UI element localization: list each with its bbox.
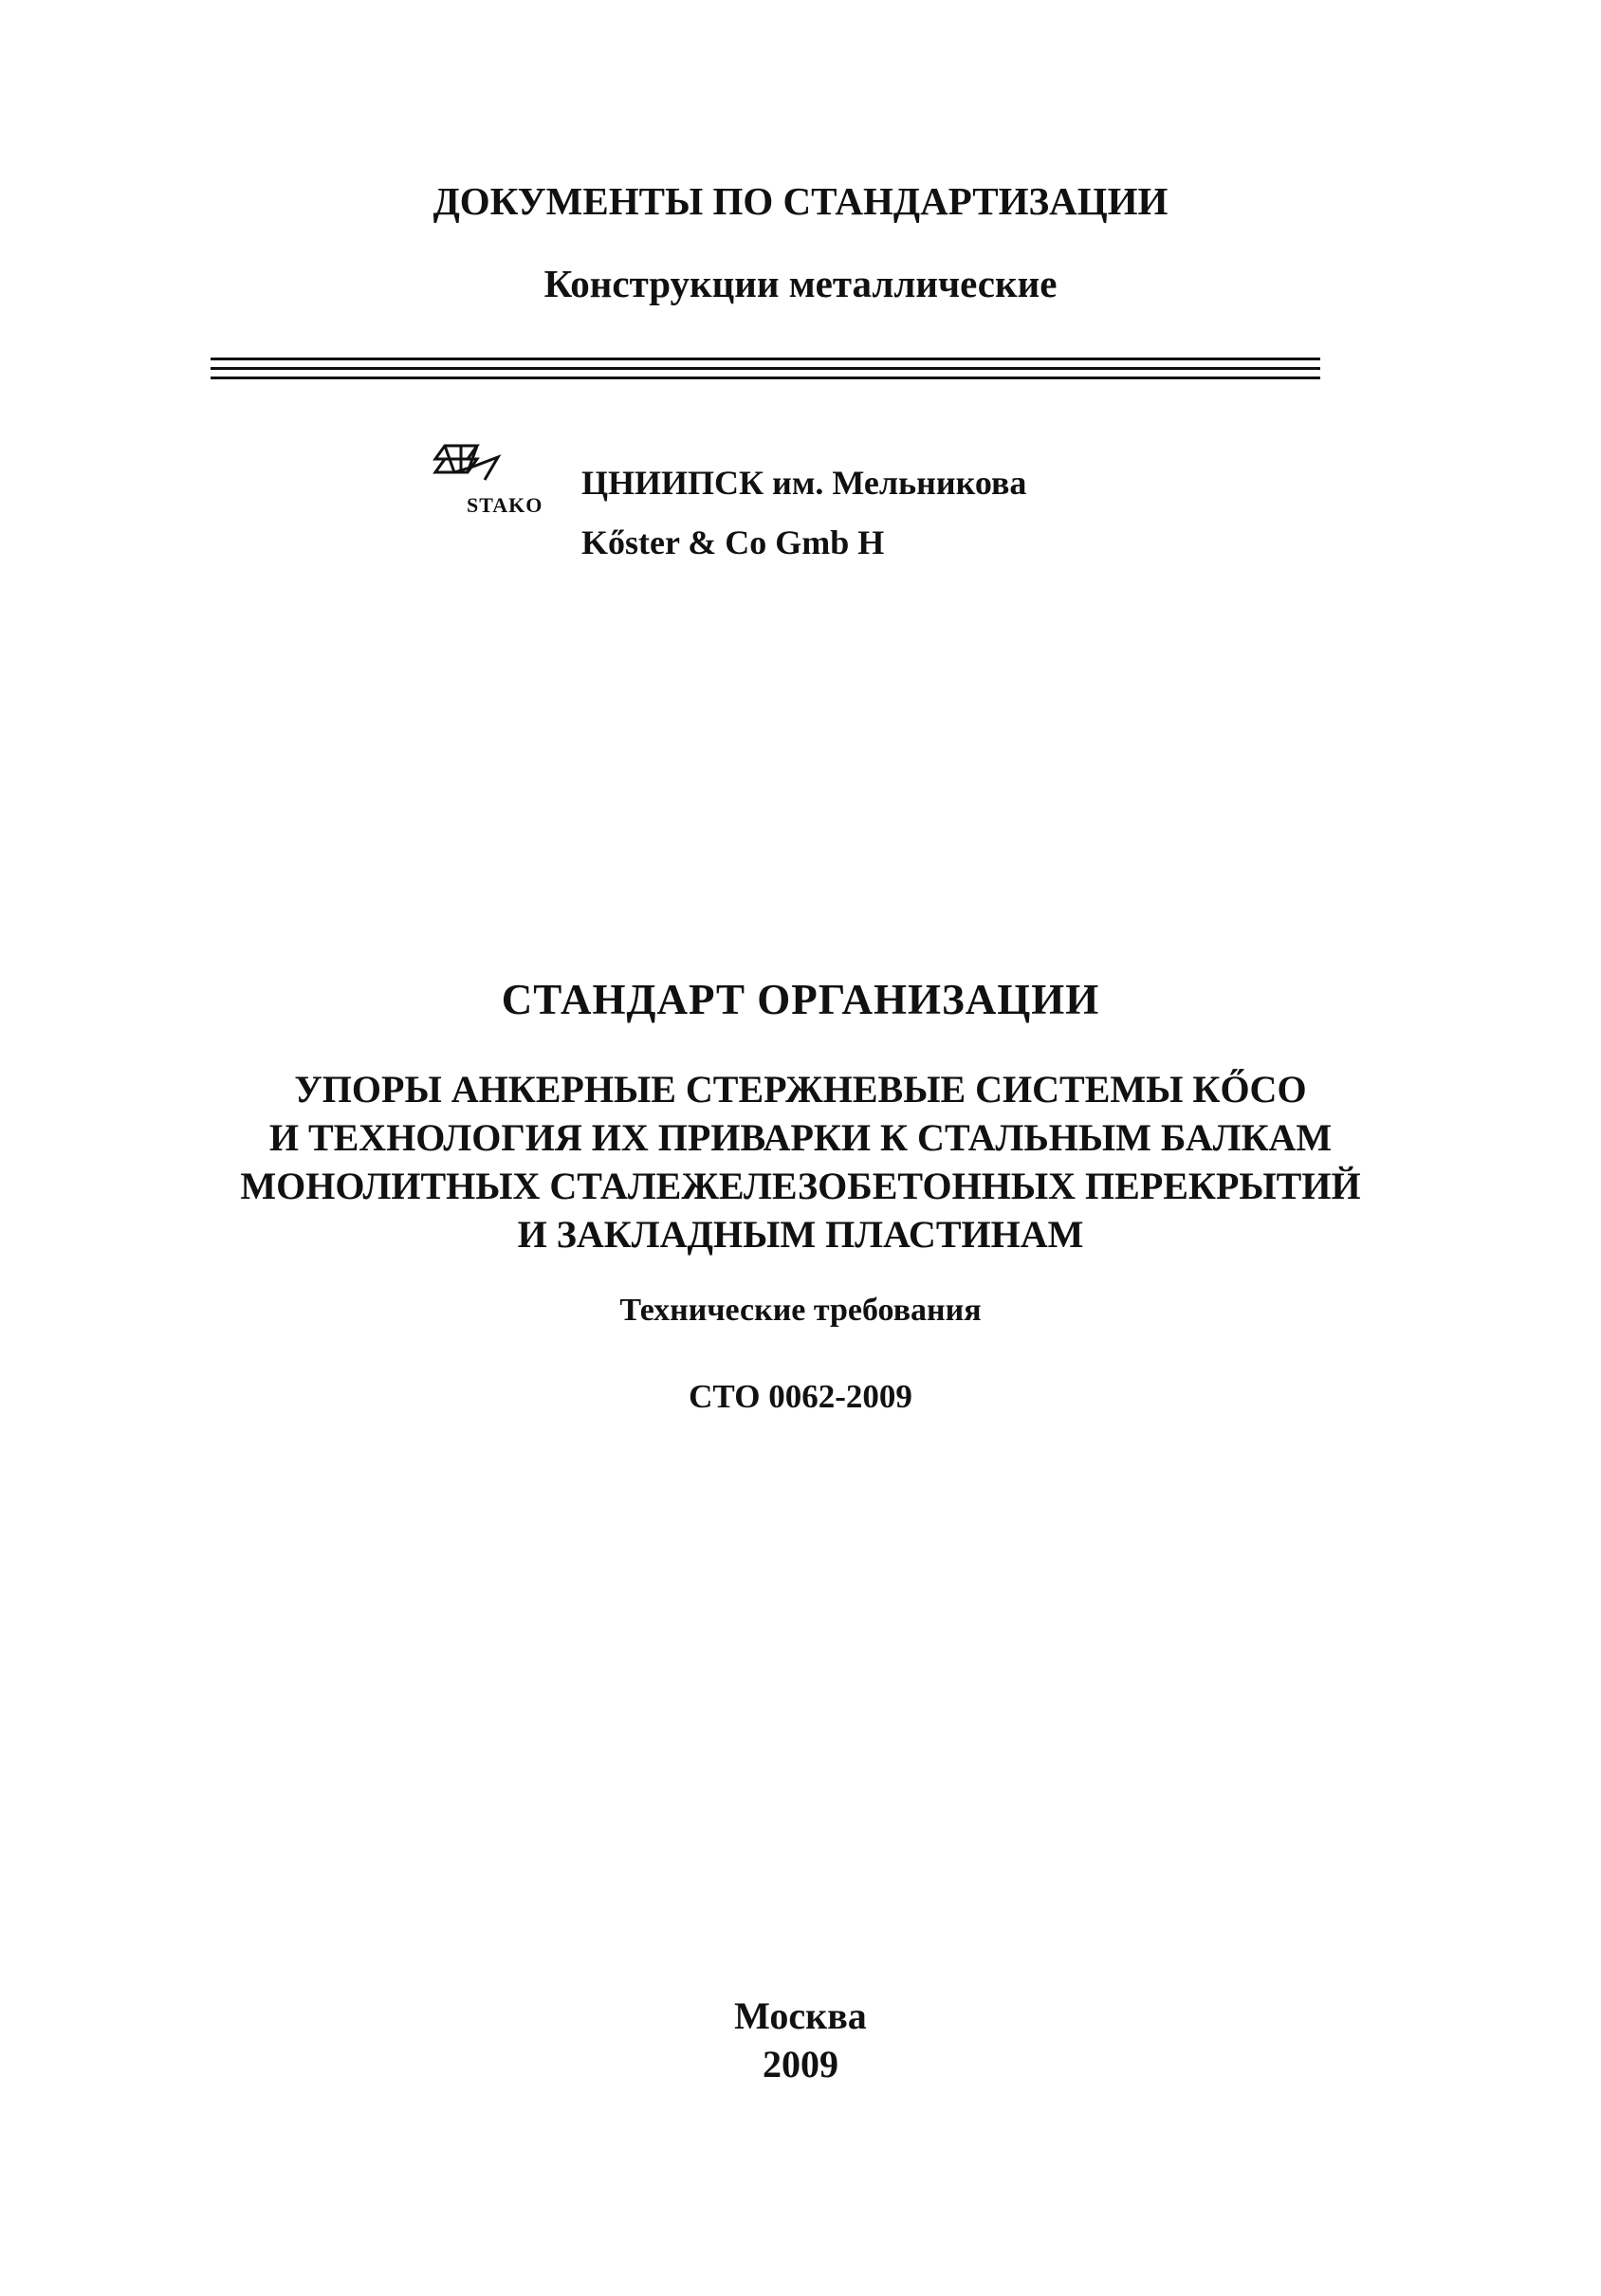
divider-line	[211, 377, 1320, 379]
organization-name: ЦНИИПСК им. Мельникова	[581, 464, 1027, 502]
document-code: СТО 0062-2009	[689, 1378, 912, 1415]
title-line: И ТЕХНОЛОГИЯ ИХ ПРИВАРКИ К СТАЛЬНЫМ БАЛКАМ	[268, 1116, 1333, 1159]
logo-label: STAKO	[467, 493, 543, 517]
divider-line	[211, 367, 1320, 370]
publication-year: 2009	[763, 2043, 838, 2085]
divider-line	[211, 358, 1320, 360]
organization-name-partner: Kőster & Co Gmb H	[581, 523, 885, 561]
subtitle: Технические требования	[619, 1293, 982, 1328]
title-line: МОНОЛИТНЫХ СТАЛЕЖЕЛЕЗОБЕТОННЫХ ПЕРЕКРЫТИЙ	[240, 1165, 1361, 1207]
title-line: И ЗАКЛАДНЫМ ПЛАСТИНАМ	[517, 1213, 1084, 1256]
title-line: УПОРЫ АНКЕРНЫЕ СТЕРЖНЕВЫЕ СИСТЕМЫ КŐСО	[294, 1068, 1307, 1111]
series-heading: ДОКУМЕНТЫ ПО СТАНДАРТИЗАЦИИ	[432, 179, 1169, 223]
document-type: СТАНДАРТ ОРГАНИЗАЦИИ	[501, 976, 1100, 1023]
publication-city: Москва	[734, 1994, 867, 2037]
category-heading: Конструкции металлические	[543, 262, 1058, 305]
